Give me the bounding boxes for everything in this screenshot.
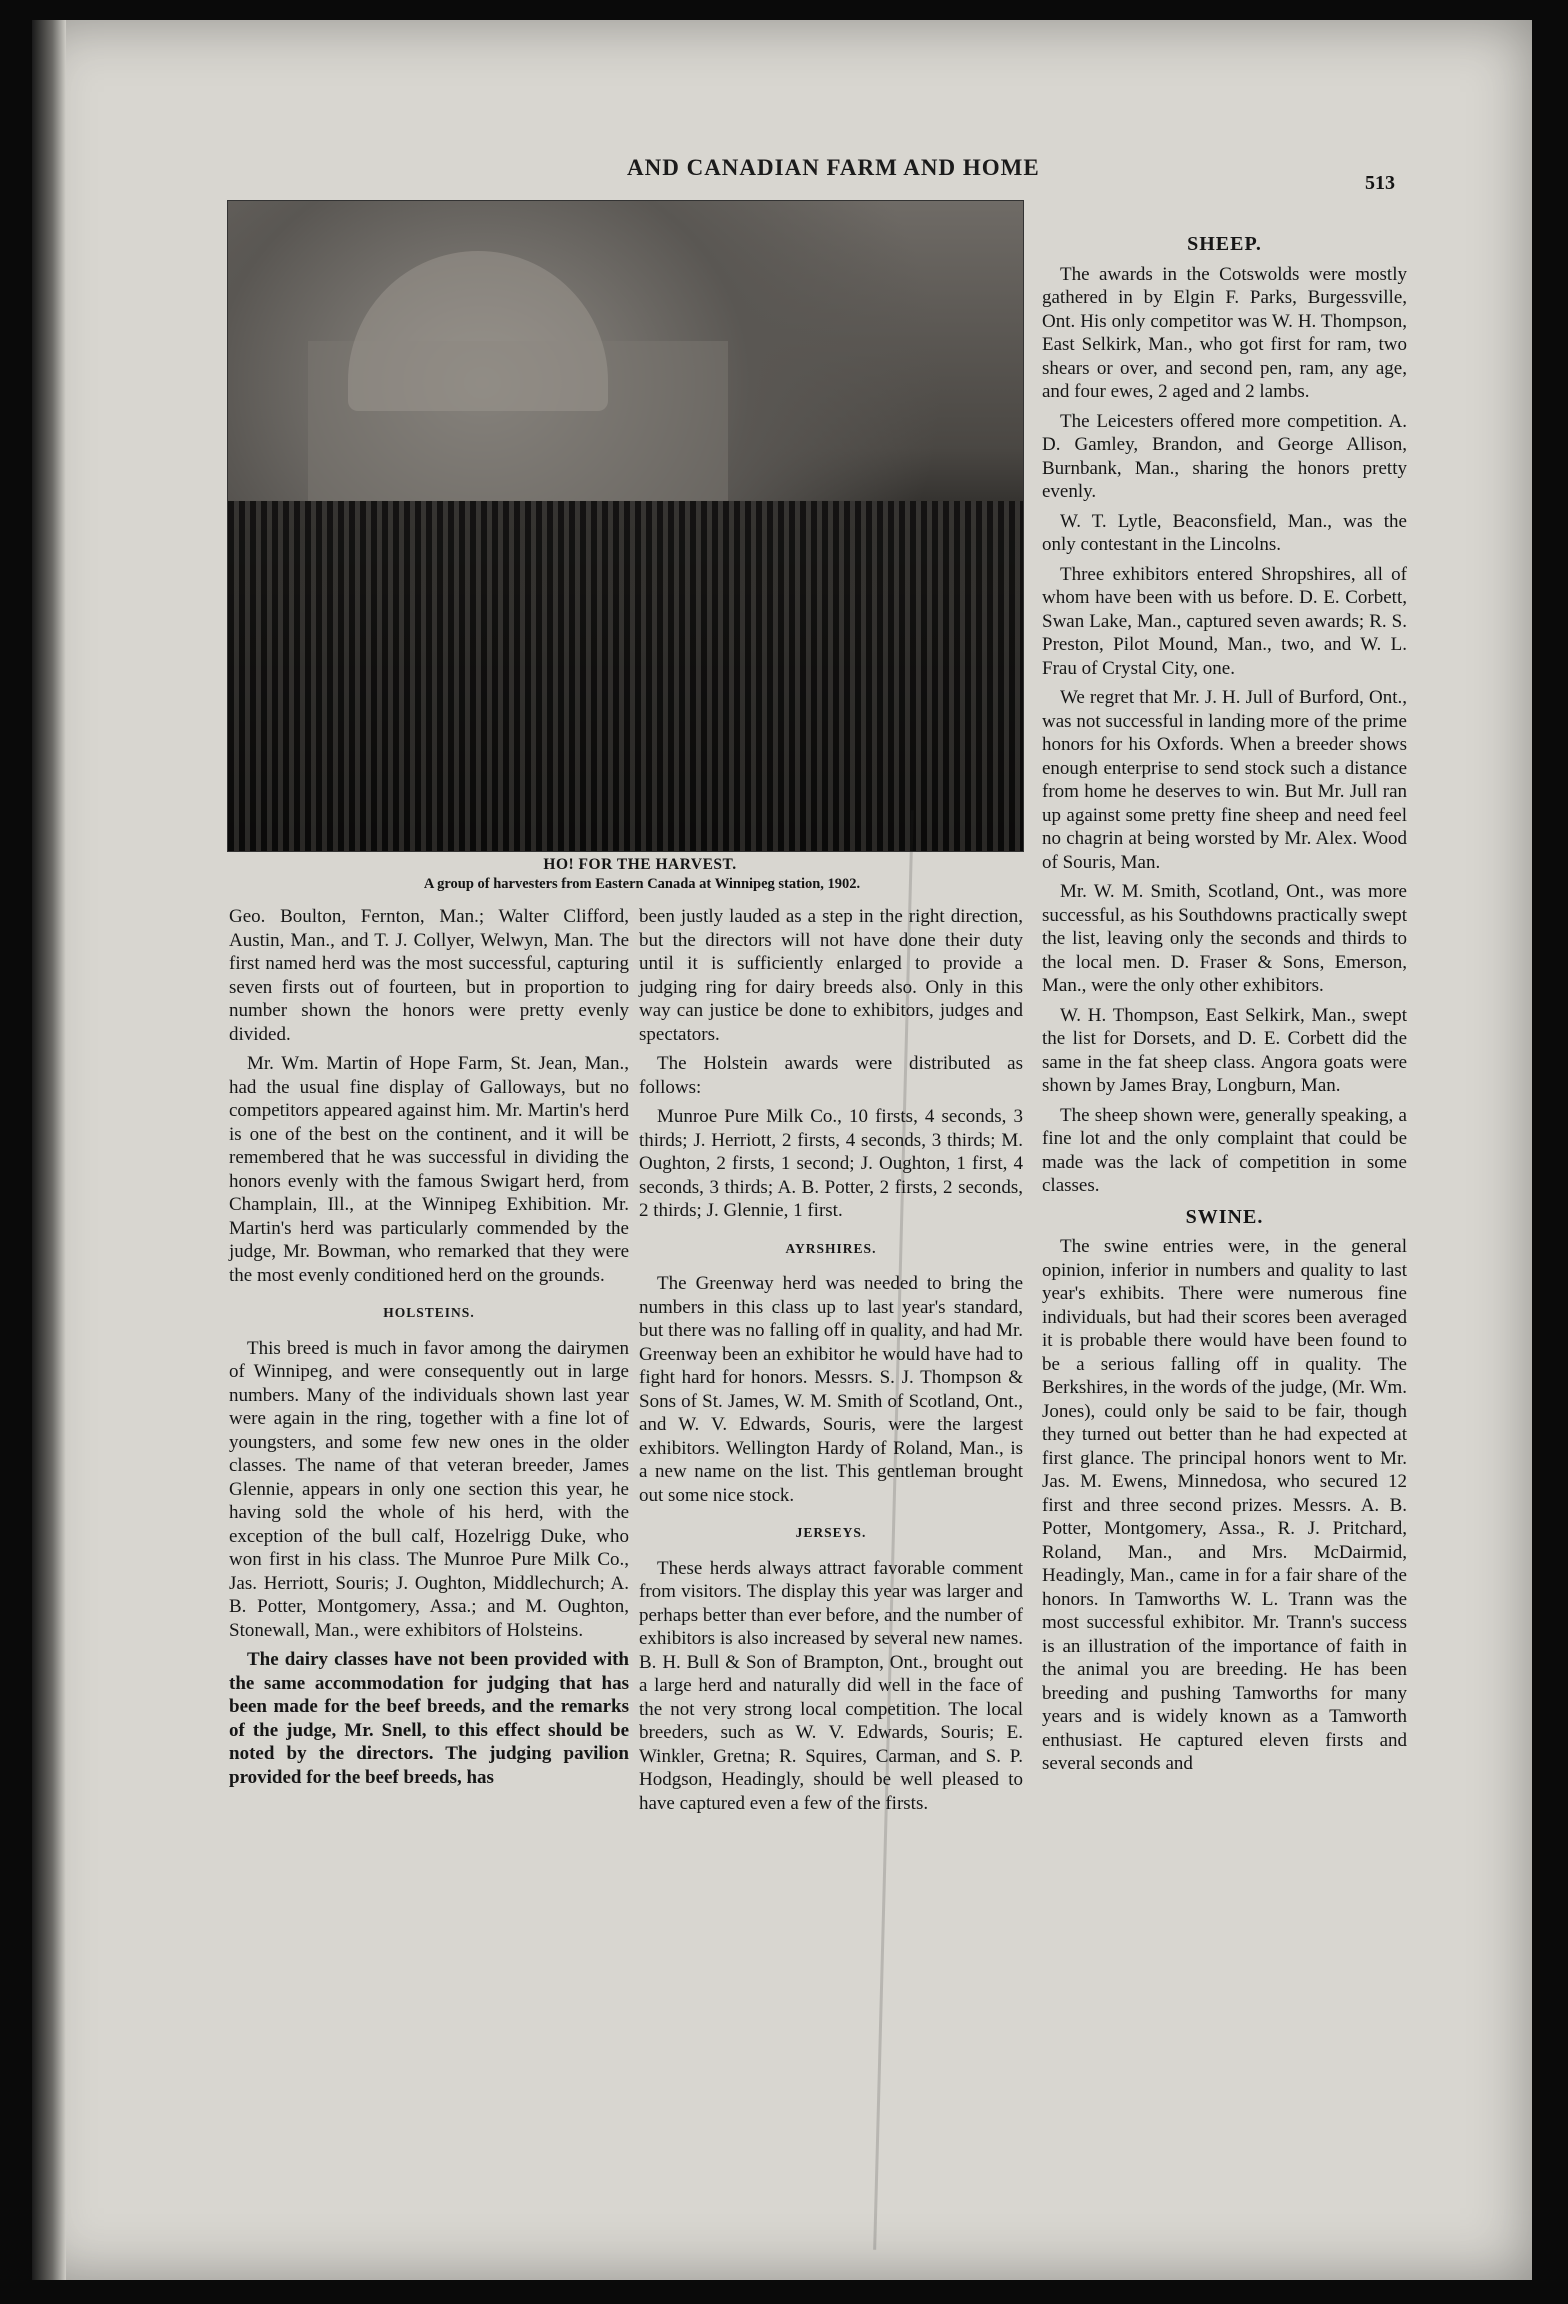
paragraph: W. T. Lytle, Beaconsfield, Man., was the only contestant in the Lincolns. [1042, 510, 1407, 555]
paragraph: W. H. Thompson, East Selkirk, Man., swept the list for Dorsets, and D. E. Corbett did the same in the fat sheep class. Angora goats were shown by James Bray, Longburn, Man. [1042, 1004, 1407, 1096]
paragraph: Geo. Boulton, Fernton, Man.; Walter Clifford, Austin, Man., and T. J. Collyer, Welwyn, Man. The first named herd was the most successful, capturing seven firsts out of fourteen, but in proportion to number shown the honors were pretty evenly divided. [229, 906, 629, 1045]
section-heading-ayrshires: AYRSHIRES. [785, 1240, 877, 1256]
page-edge-shadow [32, 20, 66, 2280]
station-dome [348, 251, 608, 411]
page-number: 513 [1365, 172, 1395, 194]
paragraph: The awards in the Cotswolds were mostly gathered in by Elgin F. Parks, Burgessville, Ont. His only competitor was W. H. Thompson, East Selkirk, Man., who got first for ram, two shears or over, and second pen, ram, any age, and four ewes, 2 aged and 2 lambs. [1042, 263, 1407, 402]
paragraph: Mr. Wm. Martin of Hope Farm, St. Jean, Man., had the usual fine display of Galloways, but no competitors appeared against him. Mr. Martin's herd is one of the best on the continent, and it will be remembered that he was successful in dividing the honors evenly with the famous Swigart herd, from Champlain, Ill., at the Winnipeg Exhibition. Mr. Martin's herd was particularly commended by the judge, Mr. Bowman, who remarked that they were the most evenly conditioned herd on the grounds. [229, 1053, 629, 1286]
column-2 [639, 905, 1023, 1821]
paragraph: Mr. W. M. Smith, Scotland, Ont., was more successful, as his Southdowns practically swept the list, leaving only the seconds and thirds to the local men. D. Fraser & Sons, Emerson, Man., were the only other exhibitors. [1042, 881, 1407, 996]
paragraph: This breed is much in favor among the dairymen of Winnipeg, and were consequently out in large numbers. Many of the individuals shown last year were again in the ring, together with a fine lot of youngsters, and some few new ones in the older classes. The name of that veteran breeder, James Glennie, appears in only one section this year, he having sold the whole of his herd, with the exception of the bull calf, Hozelrigg Duke, who won first in his class. The Munroe Pure Milk Co., Jas. Herriott, Souris; J. Oughton, Middlechurch; A. B. Potter, Montgomery, Assa.; and M. Oughton, Stonewall, Man., were exhibitors of Holsteins. [229, 1337, 629, 1641]
paragraph: Munroe Pure Milk Co., 10 firsts, 4 seconds, 3 thirds; J. Herriott, 2 firsts, 4 seconds, 3 thirds; M. Oughton, 2 firsts, 1 second; J. Oughton, 1 first, 4 seconds, 3 thirds; A. B. Potter, 2 firsts, 2 seconds, 2 thirds; J. Glennie, 1 first. [639, 1106, 1023, 1221]
section-heading-jerseys: JERSEYS. [795, 1525, 867, 1540]
paragraph: Three exhibitors entered Shropshires, all of whom have been with us before. D. E. Corbett, Swan Lake, Man., captured seven awards; R. S. Preston, Pilot Mound, Man., two, and W. L. Frau of Crystal City, one. [1042, 563, 1407, 679]
paragraph: The Greenway herd was needed to bring the numbers in this class up to last year's standard, but there was no falling off in quality, and had Mr. Greenway been an exhibitor he would have had to fight hard for honors. Messrs. S. J. Thompson & Sons of St. James, W. M. Smith of Scotland, Ont., and W. V. Edwards, Souris, were the largest exhibitors. Wellington Hardy of Roland, Man., is a new name on the list. This gentleman brought out some nice stock. [639, 1273, 1023, 1506]
paragraph: The swine entries were, in the general opinion, inferior in numbers and quality to last year's exhibits. There were numerous fine individuals, but had their scores been averaged it is probable there would have been found to be a serious falling off in quality. The Berkshires, in the words of the judge, (Mr. Wm. Jones), could only be said to be fair, though they turned out better than he had expected at first glance. The principal honors went to Mr. Jas. M. Ewens, Minnedosa, who secured 12 first and three second prizes. Messrs. A. B. Potter, Montgomery, Assa., R. J. Pritchard, Roland, Man., and Mrs. McDairmid, Headingly, Man., came in for a fair share of the honors. In Tamworths W. L. Trann was the most successful exhibitor. Mr. Trann's success is an illustration of the importance of faith in the animal you are breeding. He has been breeding and pushing Tamworths for many years and is widely known as a Tamworth enthusiast. He captured eleven firsts and several seconds and [1042, 1236, 1407, 1774]
paragraph: We regret that Mr. J. H. Jull of Burford, Ont., was not successful in landing more of the prime honors for his Oxfords. When a breeder shows enough enterprise to send stock such a distance from home he deserves to win. But Mr. Jull ran up against some pretty fine sheep and need feel no chagrin at being worsted by Mr. Alex. Wood of Souris, Man. [1042, 687, 1407, 873]
harvesters-photo [227, 200, 1024, 852]
photo-caption-title: HO! FOR THE HARVEST. [543, 856, 737, 873]
magazine-page [32, 20, 1532, 2280]
paragraph: The Leicesters offered more competition. A. D. Gamley, Brandon, and George Allison, Burnbank, Man., sharing the honors pretty evenly. [1042, 410, 1407, 502]
running-header: AND CANADIAN FARM AND HOME [627, 155, 1040, 180]
column-1 [229, 905, 629, 1795]
paragraph: These herds always attract favorable comment from visitors. The display this year was larger and perhaps better than ever before, and the number of exhibitors is also increased by several new names. B. H. Bull & Son of Brampton, Ont., brought out a large herd and naturally did well in the face of the not very strong local competition. The local breeders, such as W. V. Edwards, Souris; E. Winkler, Gretna; R. Squires, Carman, and S. P. Hodgson, Headingly, should be well pleased to have captured even a few of the firsts. [639, 1557, 1023, 1814]
section-heading-swine: SWINE. [1185, 1205, 1264, 1228]
paragraph: The sheep shown were, generally speaking, a fine lot and the only complaint that could be made was the lack of competition in some classes. [1042, 1104, 1407, 1196]
paragraph: The dairy classes have not been provided with the same accommodation for judging that has been made for the beef breeds, and the remarks of the judge, Mr. Snell, to this effect should be noted by the directors. The judging pavilion provided for the beef breeds, has [229, 1649, 629, 1788]
paragraph: been justly lauded as a step in the right direction, but the directors will not have done their duty until it is sufficiently enlarged to provide a judging ring for dairy breeds also. Only in this way can justice be done to exhibitors, judges and spectators. [639, 906, 1023, 1045]
crowd-of-harvesters [228, 501, 1023, 851]
photo-caption-subtitle: A group of harvesters from Eastern Canada at Winnipeg station, 1902. [423, 876, 861, 892]
column-3 [1042, 225, 1407, 1782]
section-heading-holsteins: HOLSTEINS. [383, 1305, 475, 1320]
paragraph: The Holstein awards were distributed as follows: [639, 1053, 1023, 1098]
section-heading-sheep: SHEEP. [1187, 233, 1262, 255]
